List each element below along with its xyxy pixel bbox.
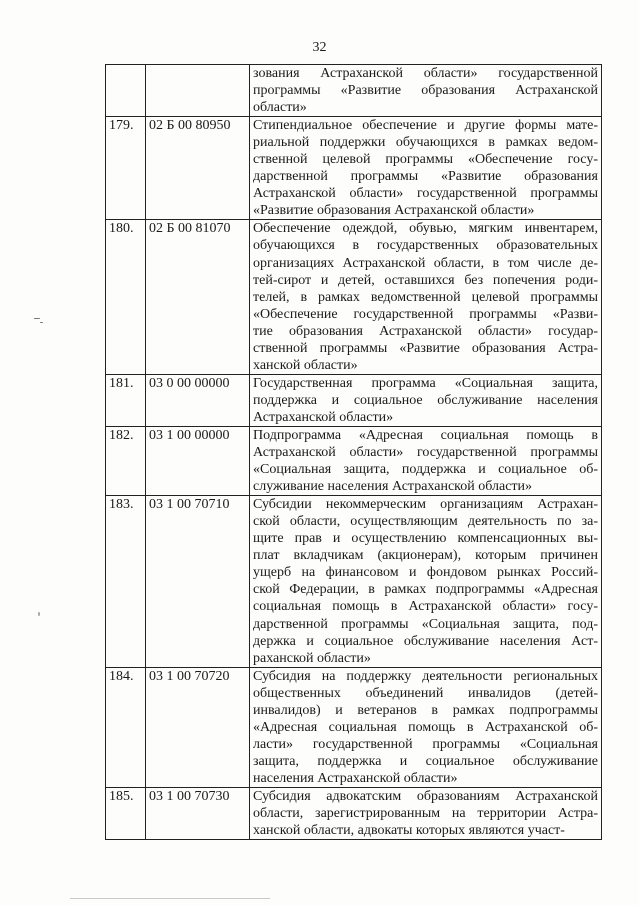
row-number-cell: 183. xyxy=(106,496,146,667)
description-line: ханской области» xyxy=(253,357,358,373)
budget-code-cell xyxy=(146,65,250,117)
description-line: Государственная программа «Социальная защита, xyxy=(253,375,598,391)
budget-classification-table xyxy=(105,64,602,840)
row-number-cell: 184. xyxy=(106,667,146,787)
budget-code-cell: 03 0 00 00000 xyxy=(146,374,250,426)
description-line: ской области, осуществляющим деятельность по за- xyxy=(253,514,598,530)
description-line: ской Федерации, в рамках подпрограммы «Адресная xyxy=(253,582,598,598)
description-line: области, зарегистрированным на территории Астра- xyxy=(253,806,598,822)
description-cell xyxy=(250,787,602,839)
description-line: инвалидов) и ветеранов в рамках подпрограммы xyxy=(253,702,598,718)
row-number-cell: 179. xyxy=(106,117,146,220)
description-line: Астраханской области» государственной программы xyxy=(253,445,598,461)
row-number-cell xyxy=(106,65,146,117)
budget-code-cell: 03 1 00 70730 xyxy=(146,787,250,839)
description-line: риальной поддержки обучающихся в рамках ведом- xyxy=(253,135,598,151)
row-number-cell: 185. xyxy=(106,787,146,839)
description-line: держка и социальное обслуживание населения Аст- xyxy=(253,633,598,649)
description-cell xyxy=(250,65,602,117)
description-cell xyxy=(250,667,602,787)
description-line: «Развитие образования Астраханской области» xyxy=(253,203,535,219)
budget-code-cell: 02 Б 00 81070 xyxy=(146,220,250,374)
description-line: ущерб на финансовом и фондовом рынках Россий- xyxy=(253,565,598,581)
description-line: плат вкладчикам (акционерам), которым причинен xyxy=(253,548,598,564)
scan-speck xyxy=(38,612,40,616)
budget-code-cell: 03 1 00 70720 xyxy=(146,667,250,787)
table-row xyxy=(106,787,602,839)
description-line: Стипендиальное обеспечение и другие формы мате- xyxy=(253,118,598,134)
description-line: ханской области, адвокаты которых являются участ- xyxy=(253,823,565,839)
table-row xyxy=(106,65,602,117)
description-line: «Социальная защита, поддержка и социальное об- xyxy=(253,462,598,478)
description-line: «Адресная социальная помощь в Астраханской об- xyxy=(253,719,598,735)
description-line: ственной целевой программы «Обеспечение госу- xyxy=(253,152,598,168)
description-cell xyxy=(250,220,602,374)
budget-code-cell: 02 Б 00 80950 xyxy=(146,117,250,220)
description-line: зования Астраханской области» государственной xyxy=(253,66,598,81)
description-line: ласти» государственной программы «Социальная xyxy=(253,736,598,752)
budget-code-cell: 03 1 00 70710 xyxy=(146,496,250,667)
description-line: тей-сирот и детей, оставшихся без попечения роди- xyxy=(253,272,598,288)
description-line: Подпрограмма «Адресная социальная помощь в xyxy=(253,427,598,443)
description-line: обучающихся в государственных образовательных xyxy=(253,238,598,254)
description-line: Субсидия на поддержку деятельности региональных xyxy=(253,668,598,684)
description-cell xyxy=(250,374,602,426)
description-line: ственной программы «Развитие образования Астра- xyxy=(253,340,598,356)
description-line: телей, в рамках ведомственной целевой программы xyxy=(253,289,598,305)
description-line: Обеспечение одеждой, обувью, мягким инвентарем, xyxy=(253,221,598,237)
description-line: организациях Астраханской области, в том числе де- xyxy=(253,255,598,271)
description-line: населения Астраханской области» xyxy=(253,770,458,786)
page-number: 32 xyxy=(312,40,327,55)
description-line: Субсидии некоммерческим организациям Астрахан- xyxy=(253,497,598,513)
scan-speck xyxy=(34,318,40,319)
description-line: раханской области» xyxy=(253,650,371,666)
description-cell xyxy=(250,496,602,667)
table-row xyxy=(106,426,602,495)
scan-speck xyxy=(40,322,43,323)
row-number-cell: 182. xyxy=(106,426,146,495)
description-line: щите прав и осуществлению компенсационных вы- xyxy=(253,531,598,547)
description-line: служивание населения Астраханской области» xyxy=(253,479,533,495)
description-line: дарственной программы «Социальная защита, под- xyxy=(253,616,598,632)
description-line: Астраханской области» xyxy=(253,409,394,425)
table-row xyxy=(106,374,602,426)
description-line: тие образования Астраханской области» государ- xyxy=(253,323,598,339)
table-body xyxy=(106,65,602,840)
row-number-cell: 181. xyxy=(106,374,146,426)
description-line: дарственной программы «Развитие образования xyxy=(253,169,598,185)
table-row xyxy=(106,496,602,667)
description-line: «Обеспечение государственной программы «Разви- xyxy=(253,306,598,322)
table-row xyxy=(106,117,602,220)
description-line: общественных объединений инвалидов (детей- xyxy=(253,685,598,701)
table-row xyxy=(106,220,602,374)
description-cell xyxy=(250,426,602,495)
description-line: области» xyxy=(253,100,307,116)
description-line: Астраханской области» государственной программы xyxy=(253,186,598,202)
description-line: Субсидия адвокатским образованиям Астраханской xyxy=(253,788,598,804)
description-cell xyxy=(250,117,602,220)
budget-code-cell: 03 1 00 00000 xyxy=(146,426,250,495)
scan-edge xyxy=(70,898,270,899)
row-number-cell: 180. xyxy=(106,220,146,374)
description-line: социальная помощь в Астраханской области» госу- xyxy=(253,599,598,615)
table-row xyxy=(106,667,602,787)
description-line: поддержка и социальное обслуживание населения xyxy=(253,392,598,408)
description-line: защита, поддержка и социальное обслуживание xyxy=(253,753,598,769)
description-line: программы «Развитие образования Астраханской xyxy=(253,83,598,99)
